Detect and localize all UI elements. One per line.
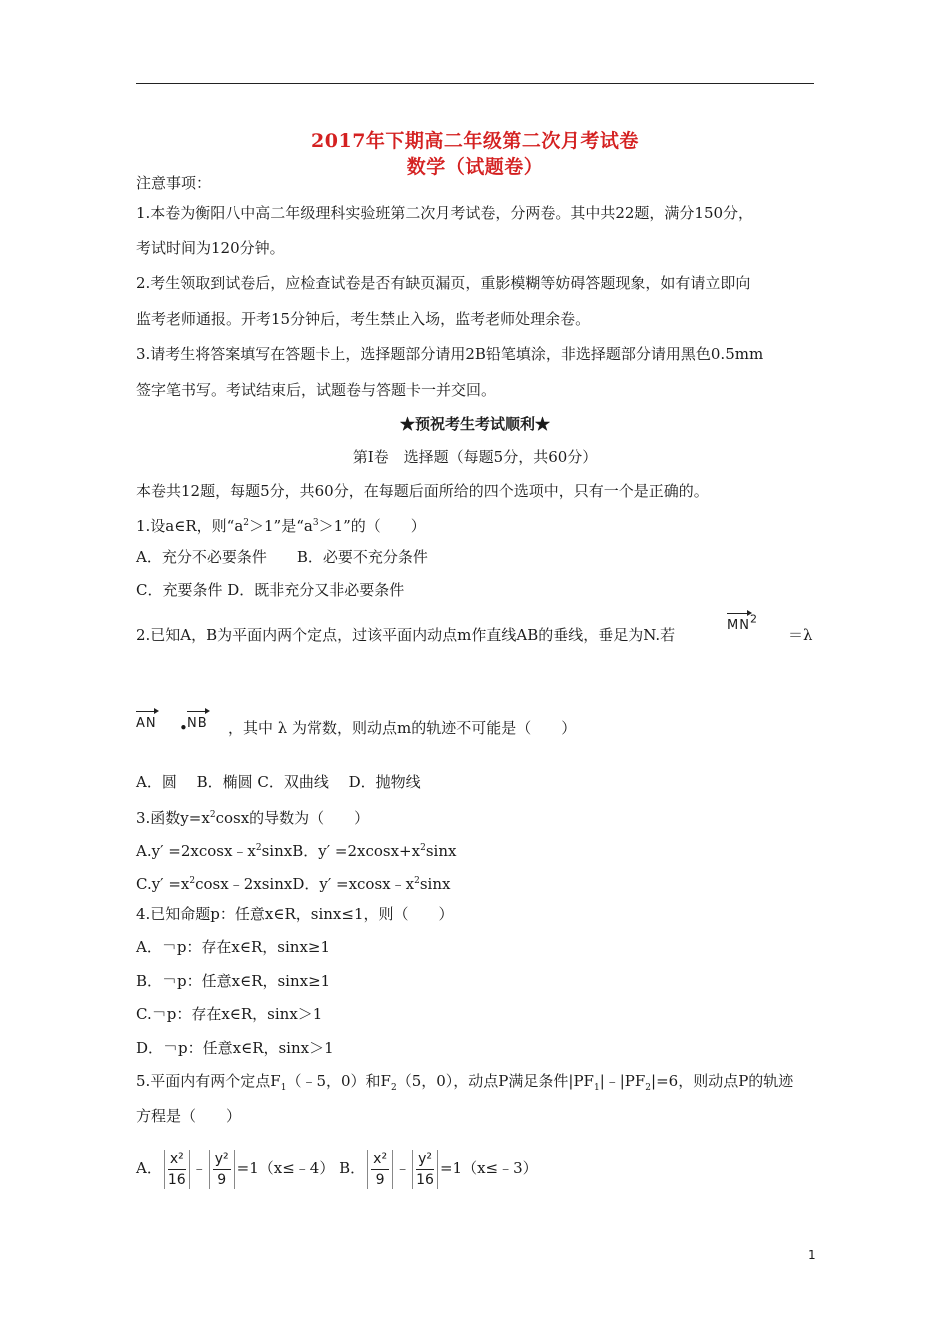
q3-options-ab: $A.y' =2xcosx﹣x^2sinxB$．$y' =2xcosx+x^2\sin x$ <box>136 842 457 860</box>
q4-option-a: A．￢p：存在x∈R，sinx≥1 <box>136 938 331 956</box>
exam-title: 2017年下期高二年级第二次月考试卷 <box>311 130 639 152</box>
good-luck-banner: ★预祝考生考试顺利★ <box>399 415 550 433</box>
fraction-a1: $\frac{\text{x²}}{16}$ <box>164 1150 190 1189</box>
q1-stem: 1.设a∈R，则“$a^2>1$”是“$a^3>1$”的（ ） <box>136 517 426 535</box>
equals-lambda: ＝λ <box>788 626 813 644</box>
q2-options: A．圆 B．椭圆 C．双曲线 D．抛物线 <box>136 773 421 791</box>
fraction-b2: $\frac{\text{y²}}{16}$ <box>412 1150 438 1189</box>
q5-stem-line-2: 方程是（ ） <box>136 1107 242 1125</box>
q5-stem-line-1: 5.平面内有两个定点$F_1(﹣5$，0）和$F_2(5$，0），动点P满足条件$|PF_1|﹣|PF_2|=6$，则动点P的轨迹 <box>136 1072 794 1093</box>
page-number: 1 <box>808 1248 816 1262</box>
note-1-line-1: 1.本卷为衡阳八中高二年级理科实验班第二次月考试卷，分两卷。其中共22题，满分150分， <box>136 204 754 222</box>
q4-stem: 4.已知命题p：任意x∈R，sinx≤1，则（ ） <box>136 905 454 923</box>
q4-option-c: C.￢p：存在x∈R，sinx＞1 <box>136 1005 323 1023</box>
q2-stem-line-2: ，其中 λ 为常数，则动点m的轨迹不可能是（ ） <box>228 719 577 737</box>
fraction-b1: $\frac{\text{x²}}{9}$ <box>367 1150 393 1189</box>
q1-options-ab: A．充分不必要条件 B．必要不充分条件 <box>136 548 428 566</box>
header-rule <box>136 83 814 84</box>
notes-heading: 注意事项： <box>136 174 212 192</box>
vector-mn: $MN^2$ <box>727 612 757 633</box>
note-3-line-2: 签字笔书写。考试结束后，试题卷与答题卡一并交回。 <box>136 381 497 399</box>
q3-stem: 3.函数$y=x^2\cos x$的导数为（ ） <box>136 809 370 827</box>
q4-option-d: D．￢p：任意x∈R，sinx＞1 <box>136 1039 334 1057</box>
fraction-a2: $\frac{\text{y²}}{9}$ <box>209 1150 235 1189</box>
q4-option-b: B．￢p：任意x∈R，sinx≥1 <box>136 972 331 990</box>
note-2-line-1: 2.考生领取到试卷后，应检查试卷是否有缺页漏页，重影模糊等妨碍答题现象，如有请立即向 <box>136 274 751 292</box>
q5-options: A． $\frac{\text{x²}}{16}$ ﹣ $\frac{\text{y²}}{9}$ =1（x≤﹣4） B． $\frac{\text{x²}}{9}$ ﹣ $\frac{\text{y²}}{16}$ =1（x≤﹣3） <box>136 1150 538 1188</box>
q3-options-cd: $C.y' =x^2\cos x﹣2xsinxD$．$y' =xcosx﹣x^2\sin x$ <box>136 875 451 893</box>
section-intro: 本卷共12题，每题5分，共60分，在每题后面所给的四个选项中，只有一个是正确的。 <box>136 482 709 500</box>
vector-nb: NB <box>187 710 208 731</box>
dot-operator: • <box>179 719 188 737</box>
note-1-line-2: 考试时间为120分钟。 <box>136 239 285 257</box>
q1-options-cd: C．充要条件 D．既非充分又非必要条件 <box>136 581 405 599</box>
vector-an: AN <box>136 710 157 731</box>
section-title: 第Ⅰ卷 选择题（每题5分，共60分） <box>352 448 598 466</box>
note-3-line-1: 3.请考生将答案填写在答题卡上，选择题部分请用2B铅笔填涂，非选择题部分请用黑色0.5mm <box>136 345 764 363</box>
exam-subtitle: 数学（试题卷） <box>406 156 544 178</box>
q2-stem-line-1: 2.已知A，B为平面内两个定点，过该平面内动点m作直线AB的垂线，垂足为N.若 <box>136 626 676 644</box>
note-2-line-2: 监考老师通报。开考15分钟后，考生禁止入场，监考老师处理余卷。 <box>136 310 591 328</box>
